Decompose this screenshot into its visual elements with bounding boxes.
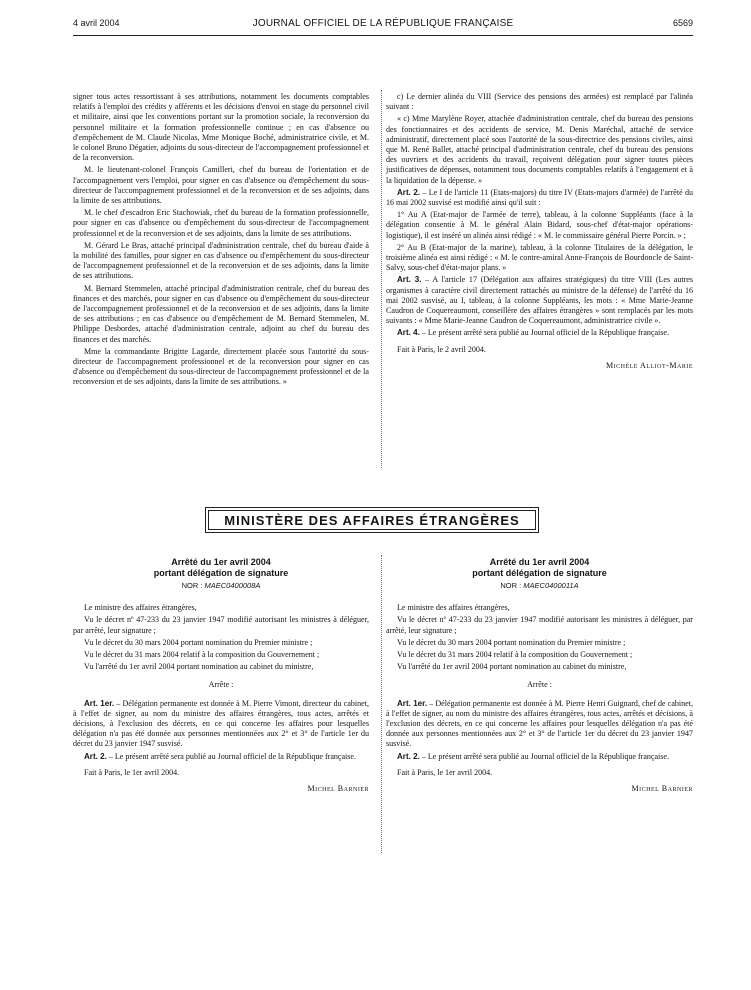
ministry-heading: MINISTÈRE DES AFFAIRES ÉTRANGÈRES [208,510,536,530]
visa: Vu le décret du 31 mars 2004 relatif à la composition du Gouvernement ; [84,650,320,660]
signature: Michel Barnier [307,784,369,794]
visa: Vu l'arrêté du 1er avril 2004 portant nomination au cabinet du ministre, [84,662,314,672]
visa: Vu le décret du 31 mars 2004 relatif à la composition du Gouvernement ; [397,650,633,660]
signature: Michèle Alliot-Marie [605,360,693,370]
article-3: Art. 3. – A l'article 17 (Délégation aux affaires stratégiques) du titre VIII (Les autres organismes à caractère civil directement rattachés au ministre de la défense) de l'arrêté du 16 mai 2002 susvisé, au I, tableau, à la colonne Suppléants, les mots : « Mme Marie-Jeanne Caudron de Coquereaumont, conseillère des affaires étrangères » sont remplacés par les mots suivants : « Mme Marie-Jeanne Caudron de Coquereaumont, administratrice civile ». [386,275,693,326]
ministry-heading-box [205,507,539,533]
nor-reference: NOR : MAEC0400008A [181,581,261,590]
visa: Le ministre des affaires étrangères, [397,603,510,613]
nor-reference: NOR : MAEC0400011A [500,581,579,590]
decree-right [386,557,693,796]
visa: Vu le décret du 30 mars 2004 portant nomination du Premier ministre ; [397,637,626,647]
arrete-label: Arrête : [527,680,552,690]
paragraph: 1° Au A (Etat-major de l'armée de terre), tableau, à la colonne Suppléants (face à la délégation consentie à M. le général Alain Bidard, sous-chef d'état-major opérations-logistique), il est inséré un alinéa ainsi rédigé : « M. le commissaire général Pierre Porcin. » ; [386,210,693,240]
arrete-label: Arrête : [208,680,234,690]
signature: Michel Barnier [631,784,693,794]
column-separator [381,90,382,468]
article-label: Art. 2. [397,187,421,197]
top-right-column [386,92,693,373]
article-2: Art. 2. – Le I de l'article 11 (Etats-majors) du titre IV (Etats-majors d'armée) de l'arrêté du 16 mai 2002 susvisé est modifié ainsi qu'il suit : [386,187,693,208]
page-number: 6569 [672,18,693,28]
paragraph: Mme la commandante Brigitte Lagarde, directement placée sous l'autorité du sous-directeur de l'accompagnement professionnel et de la reconversion pour signer en cas d'absence ou d'empêchement du sous-directeur de l'accompagnement professionnel et de la reconversion et de ses adjoints, dans la limite de ses attributions. » [73,346,369,387]
top-left-column [73,92,369,390]
article-1: Art. 1er. – Délégation permanente est donnée à M. Pierre Vimont, directeur du cabinet, à l'effet de signer, au nom du ministre des affaires étrangères, tous actes, arrêtés et décisions, à l'exclusion des décrets, en ce qui concerne les affaires pour lesquelles délégation n'a pas été donnée aux personnes mentionnées aux 2° et 3° de l'article 1er du décret du 23 janvier 1947 susvisé. [73,698,369,749]
article-label: Art. 3. [397,275,422,285]
decree-title: Arrêté du 1er avril 2004 portant délégation de signature [472,557,607,578]
done-at: Fait à Paris, le 1er avril 2004. [84,767,180,777]
column-separator [381,555,382,853]
article-2: Art. 2. – Le présent arrêté sera publié au Journal officiel de la République française. [84,751,357,761]
article-4: Art. 4. – Le présent arrêté sera publié au Journal officiel de la République française. [397,328,670,338]
paragraph: c) Le dernier alinéa du VIII (Service des pensions des armées) est remplacé par l'alinéa suivant : [386,92,693,112]
article-label: Art. 1er. [84,698,115,708]
visa: Le ministre des affaires étrangères, [84,603,197,613]
article-label: Art. 2. [84,751,107,761]
journal-title: JOURNAL OFFICIEL DE LA RÉPUBLIQUE FRANÇAISE [252,18,514,29]
paragraph: M. Gérard Le Bras, attaché principal d'administration centrale, chef du bureau d'aide à la mobilité des familles, pour signer en cas d'absence ou d'empêchement du sous-directeur de l'accompagnement professionnel et de la reconversion et de ses adjoints, dans la limite de ses attributions. [73,240,369,281]
header-date: 4 avril 2004 [73,18,120,28]
decree-left [73,557,369,796]
paragraph: 2° Au B (Etat-major de la marine), tableau, à la colonne Titulaires de la délégation, le troisième alinéa est ainsi rédigé : « M. le contre-amiral Anne-François de Bourdoncle de Saint-Salvy, sous-chef d'état-major plans. » [386,242,693,273]
visa: Vu le décret nº 47-233 du 23 janvier 1947 modifié autorisant les ministres à déléguer, par arrêté, leur signature ; [73,615,369,635]
decree-title: Arrêté du 1er avril 2004 portant délégation de signature [153,557,289,578]
paragraph: M. le lieutenant-colonel François Camilleri, chef du bureau de l'orientation et de l'accompagnement vers l'emploi, pour signer en cas d'absence ou d'empêchement du sous-directeur de l'accompagnement professionnel et de la reconversion et de ses adjoints, dans la limite de ses attributions. [73,165,369,206]
paragraph: M. le chef d'escadron Eric Stachowiak, chef du bureau de la formation professionnelle, pour signer en cas d'absence ou d'empêchement du sous-directeur de l'accompagnement professionnel et de la reconversion et de ses adjoints, dans la limite de ses attributions. [73,208,369,238]
article-label: Art. 4. [397,328,420,338]
paragraph: « c) Mme Marylène Royer, attachée d'administration centrale, chef du bureau des pensions des fonctionnaires et des accidents de service, M. Denis Maréchal, attaché de service administratif, directement placé sous l'autorité de la sous-directrice des pensions civiles, ainsi que M. René Ballet, attaché principal d'administration centrale, chef du bureau des pensions des ouvriers et des accidents du travail, reçoivent délégation pour signer toutes pièces justificatives de dépenses, notamment tous documents comptables relatifs à l'engagement et à la liquidation de la dépense. » [386,114,693,185]
header-rule [73,35,693,36]
paragraph: M. Bernard Stemmelen, attaché principal d'administration centrale, chef du bureau des finances et des marchés, pour signer en cas d'absence ou d'empêchement du sous-directeur de l'accompagnement professionnel et de la reconversion et de ses adjoints, dans la limite de ses attributions ; en cas d'absence ou d'empêchement de M. Bernard Stemmelen, M. Philippe Desbordes, attaché d'administration centrale, adjoint au chef du bureau des finances et des marchés. [73,283,369,344]
article-label: Art. 2. [397,751,420,761]
page-header [73,18,693,34]
visa: Vu l'arrêté du 1er avril 2004 portant nomination au cabinet du ministre, [397,662,627,672]
visa: Vu le décret du 30 mars 2004 portant nomination du Premier ministre ; [84,637,313,647]
paragraph: signer tous actes ressortissant à ses attributions, notamment les documents comptables relatifs à l'emploi des crédits y afférents et les décisions d'envoi en stage du personnel civil et militaire, ainsi que les conventions portant sur la promotion sociale, la reconversion du personnel militaire et la formation professionnelle continue ; en cas d'absence ou d'empêchement de M. Claude Nicolas, Mme Monique Boché, administratrice civile, et M. le colonel Bruno Dégatier, adjoints du sous-directeur de l'accompagnement professionnel et de la reconversion. [73,92,369,163]
done-at: Fait à Paris, le 2 avril 2004. [397,344,486,354]
article-2: Art. 2. – Le présent arrêté sera publié au Journal officiel de la République française. [397,751,670,761]
visa: Vu le décret nº 47-233 du 23 janvier 1947 modifié autorisant les ministres à déléguer, par arrêté, leur signature ; [386,615,693,635]
article-1: Art. 1er. – Délégation permanente est donnée à M. Pierre Henri Guignard, chef de cabinet, à l'effet de signer, au nom du ministre des affaires étrangères, tous actes, arrêtés et décisions, à l'exclusion des décrets, en ce qui concerne les affaires pour lesquelles délégation n'a pas été donnée aux personnes mentionnées aux 2° et 3° de l'article 1er du décret du 23 janvier 1947 susvisé. [386,698,693,749]
article-label: Art. 1er. [397,698,428,708]
done-at: Fait à Paris, le 1er avril 2004. [397,767,493,777]
